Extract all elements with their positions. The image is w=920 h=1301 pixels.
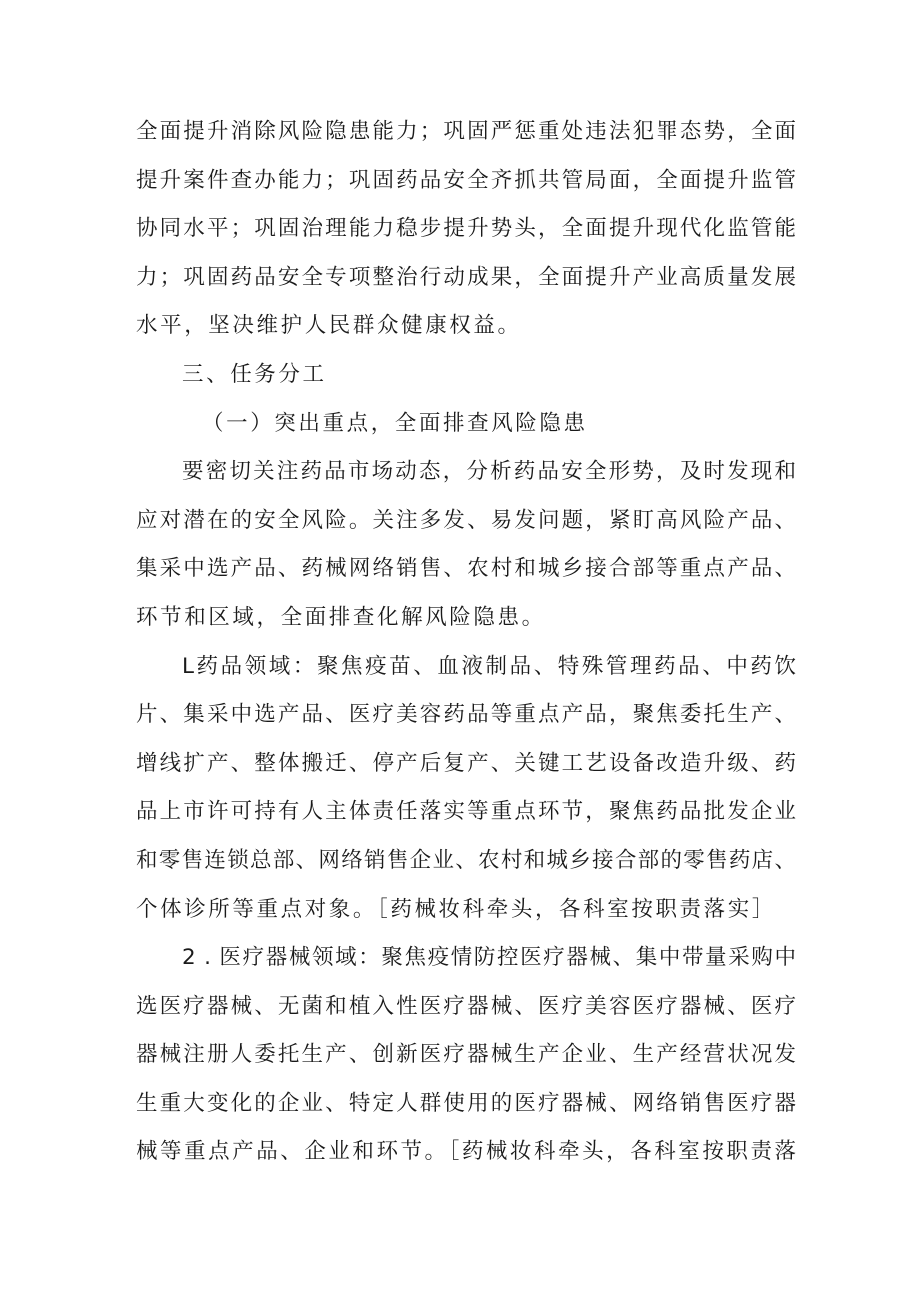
text-line: 力；巩固药品安全专项整治行动成果，全面提升产业高质量发展 xyxy=(136,264,796,290)
text-line: 环节和区域，全面排查化解风险隐患。 xyxy=(136,604,546,630)
text-line: L药品领域：聚焦疫苗、血液制品、特殊管理药品、中药饮 xyxy=(182,653,796,679)
text-line: 应对潜在的安全风险。关注多发、易发问题，紧盯高风险产品、 xyxy=(136,507,796,533)
text-line: 2 . 医疗器械领域：聚焦疫情防控医疗器械、集中带量采购中 xyxy=(182,945,796,971)
text-line: 集采中选产品、药械网络销售、农村和城乡接合部等重点产品、 xyxy=(136,556,796,582)
text-line: 提升案件查办能力；巩固药品安全齐抓共管局面，全面提升监管 xyxy=(136,167,796,193)
subsection-heading: （一）突出重点，全面排查风险隐患 xyxy=(202,410,588,436)
text-line: 片、集采中选产品、医疗美容药品等重点产品，聚焦委托生产、 xyxy=(136,702,796,728)
text-line: 增线扩产、整体搬迁、停产后复产、关键工艺设备改造升级、药 xyxy=(136,750,796,776)
text-line: 生重大变化的企业、特定人群使用的医疗器械、网络销售医疗器 xyxy=(136,1090,796,1116)
section-heading: 三、任务分工 xyxy=(182,361,327,387)
text-line: 选医疗器械、无菌和植入性医疗器械、医疗美容医疗器械、医疗 xyxy=(136,993,796,1019)
text-line: 个体诊所等重点对象。［药械妆科牵头，各科室按职责落实］ xyxy=(136,896,776,922)
text-line: 要密切关注药品市场动态，分析药品安全形势，及时发现和 xyxy=(182,459,796,485)
text-line: 水平，坚决维护人民群众健康权益。 xyxy=(136,313,522,339)
text-line: 品上市许可持有人主体责任落实等重点环节，聚焦药品批发企业 xyxy=(136,799,796,825)
text-line: 和零售连锁总部、网络销售企业、农村和城乡接合部的零售药店、 xyxy=(136,847,796,873)
text-line: 器械注册人委托生产、创新医疗器械生产企业、生产经营状况发 xyxy=(136,1042,796,1068)
body-text xyxy=(136,108,796,1177)
text-line: 协同水平；巩固治理能力稳步提升势头，全面提升现代化监管能 xyxy=(136,216,796,242)
text-line: 械等重点产品、企业和环节。［药械妆科牵头，各科室按职责落 xyxy=(136,1139,796,1165)
text-line: 全面提升消除风险隐患能力；巩固严惩重处违法犯罪态势，全面 xyxy=(136,119,796,144)
